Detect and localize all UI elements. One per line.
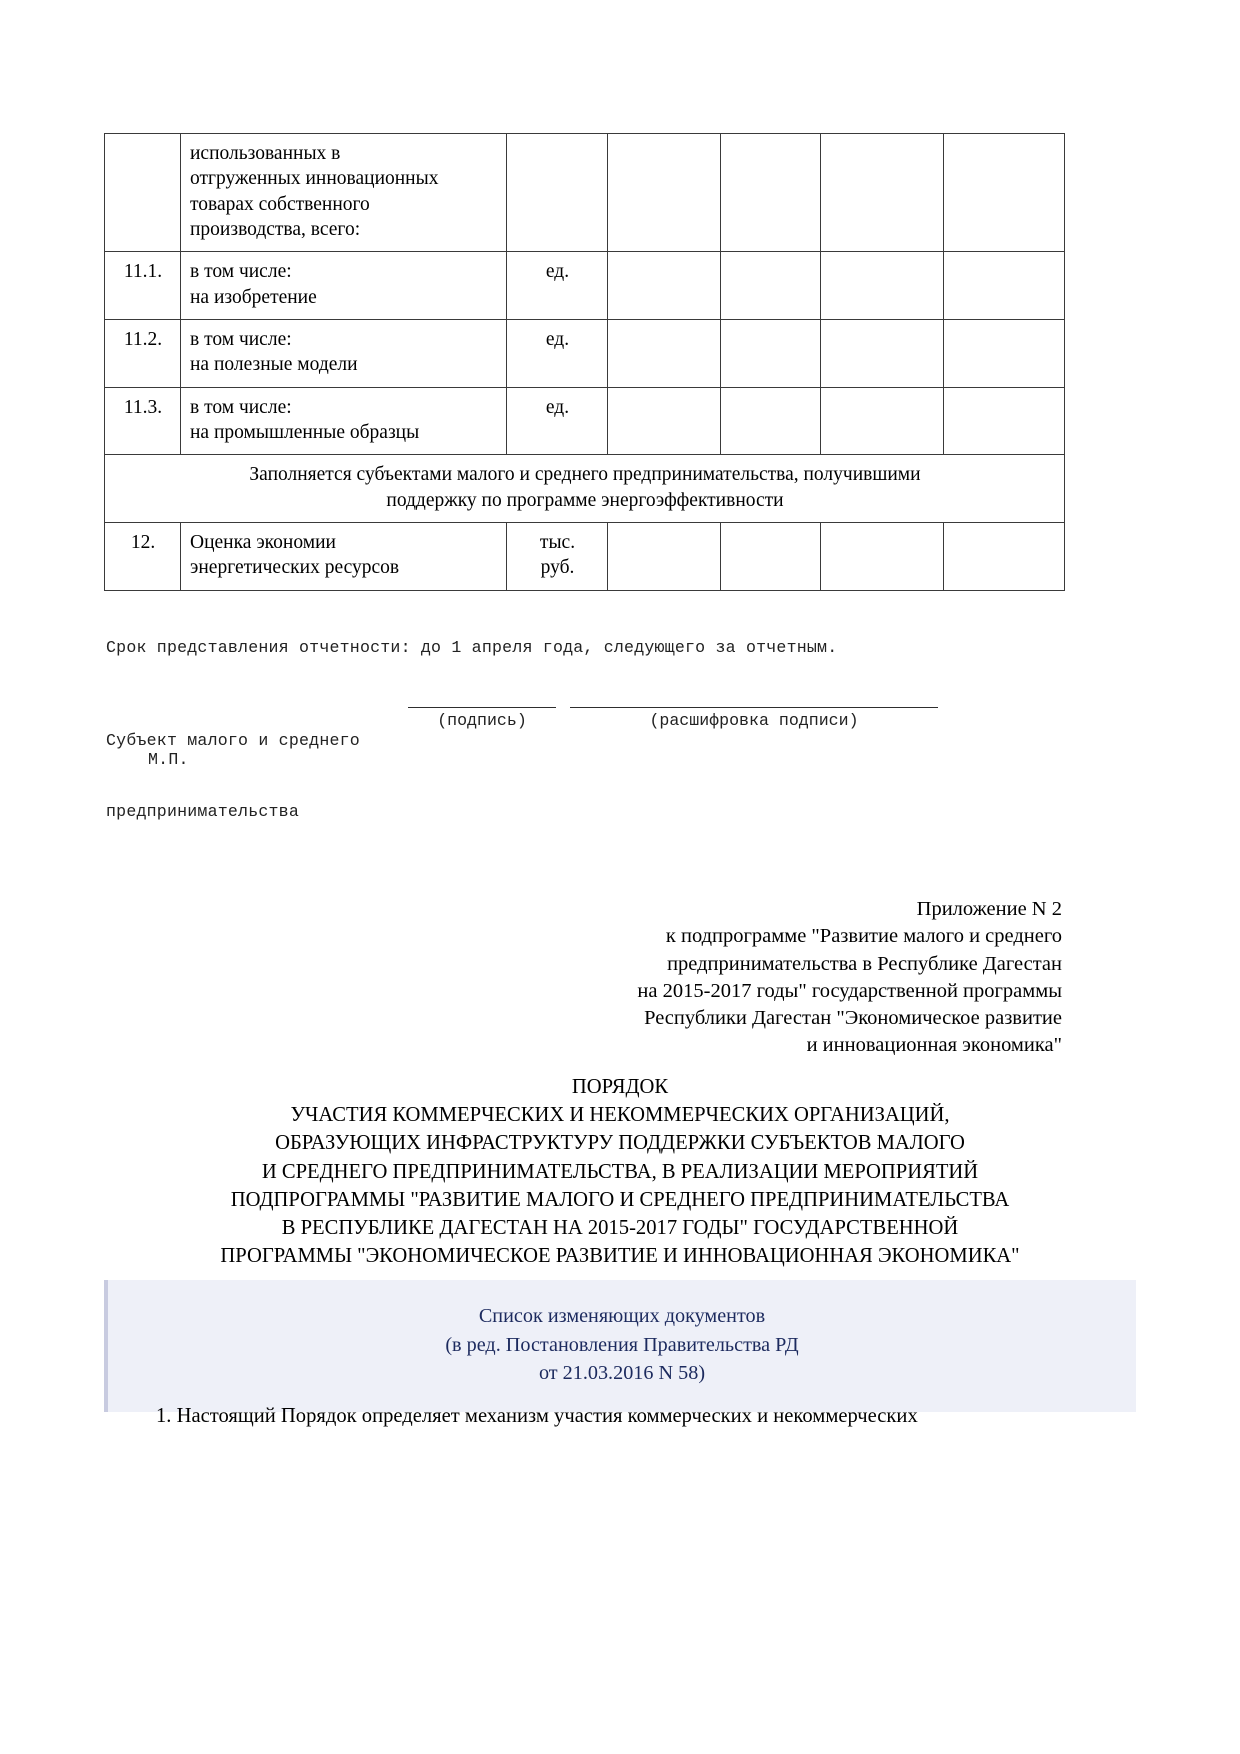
amendments-notice-line: от 21.03.2016 N 58) xyxy=(538,1362,706,1385)
row-value-cell[interactable] xyxy=(821,523,944,591)
row-name-cell xyxy=(181,387,507,455)
row-value-cell[interactable] xyxy=(721,320,821,388)
row-number-cell: 11.1. xyxy=(105,252,181,320)
stamp-place-label: М.П. xyxy=(148,750,189,769)
amendments-notice-line: (в ред. Постановления Правительства РД xyxy=(445,1333,799,1356)
row-unit-cell: ед. xyxy=(507,320,608,388)
row-value-cell[interactable] xyxy=(821,252,944,320)
row-value-cell[interactable] xyxy=(821,134,944,252)
signature-rule[interactable] xyxy=(408,706,556,708)
row-value-cell[interactable] xyxy=(821,387,944,455)
signature-subject-line-2: предпринимательства xyxy=(106,801,299,821)
row-name-line: на промышленные образцы xyxy=(190,422,420,444)
row-name-line: на полезные модели xyxy=(190,354,358,376)
row-value-cell[interactable] xyxy=(608,387,721,455)
signature-subject-line-1: Субъект малого и среднего xyxy=(106,731,360,751)
row-value-cell[interactable] xyxy=(944,252,1065,320)
row-name-line: в том числе: xyxy=(190,396,292,418)
row-value-cell[interactable] xyxy=(608,134,721,252)
row-value-cell[interactable] xyxy=(944,320,1065,388)
page-title-line: ПРОГРАММЫ "ЭКОНОМИЧЕСКОЕ РАЗВИТИЕ И ИННОВАЦИОННАЯ ЭКОНОМИКА" xyxy=(220,1245,1020,1268)
row-value-cell[interactable] xyxy=(608,252,721,320)
row-name-line: Оценка экономии xyxy=(190,532,336,554)
section-note-line: Заполняется субъектами малого и среднего предпринимательства, получившими xyxy=(249,464,921,486)
row-name-line: на изобретение xyxy=(190,286,317,308)
page-title-line: В РЕСПУБЛИКЕ ДАГЕСТАН НА 2015-2017 ГОДЫ" ГОСУДАРСТВЕННОЙ xyxy=(281,1217,959,1240)
report-form-table-wrapper xyxy=(104,133,940,591)
row-unit-line: тыс. xyxy=(539,532,576,554)
appendix-reference-line: Республики Дагестан "Экономическое развитие xyxy=(644,1007,1062,1029)
appendix-reference-line: на 2015-2017 годы" государственной программы xyxy=(637,979,1062,1002)
transcript-rule[interactable] xyxy=(570,706,938,708)
row-unit-cell: ед. xyxy=(507,252,608,320)
row-number-cell: 11.2. xyxy=(105,320,181,388)
row-name-cell xyxy=(181,523,507,591)
transcript-slot[interactable] xyxy=(570,706,938,730)
row-unit-cell xyxy=(507,134,608,252)
signature-caption: (подпись) xyxy=(437,711,527,730)
row-name-line: энергетических ресурсов xyxy=(190,557,400,579)
signature-lines xyxy=(408,706,938,730)
appendix-reference-line: Приложение N 2 xyxy=(916,898,1062,920)
row-name-line: в том числе: xyxy=(190,329,292,351)
table-row xyxy=(105,320,1065,388)
row-unit-line: руб. xyxy=(540,557,575,579)
signature-slot[interactable] xyxy=(408,706,556,730)
row-name-cell xyxy=(181,320,507,388)
appendix-reference-line: и инновационная экономика" xyxy=(806,1034,1062,1057)
page-title-line: ПОРЯДОК xyxy=(571,1076,669,1098)
row-value-cell[interactable] xyxy=(721,134,821,252)
row-number-cell: 11.3. xyxy=(105,387,181,455)
row-value-cell[interactable] xyxy=(608,320,721,388)
page-title-line: УЧАСТИЯ КОММЕРЧЕСКИХ И НЕКОММЕРЧЕСКИХ ОРГАНИЗАЦИЙ, xyxy=(290,1104,950,1127)
table-row xyxy=(105,523,1065,591)
row-name-line: отгруженных инновационных xyxy=(190,168,439,190)
page-title-line: ПОДПРОГРАММЫ "РАЗВИТИЕ МАЛОГО И СРЕДНЕГО ПРЕДПРИНИМАТЕЛЬСТВА xyxy=(230,1188,1010,1211)
section-note-cell xyxy=(105,455,1065,523)
appendix-reference-line: предпринимательства в Республике Дагестан xyxy=(667,952,1062,975)
row-value-cell[interactable] xyxy=(721,387,821,455)
row-number-cell: 12. xyxy=(105,523,181,591)
row-number-cell xyxy=(105,134,181,252)
row-name-line: в том числе: xyxy=(190,261,292,283)
appendix-reference-line: к подпрограмме "Развитие малого и среднего xyxy=(665,925,1062,948)
appendix-reference xyxy=(422,896,1062,1060)
body-paragraph-1: 1. Настоящий Порядок определяет механизм участия коммерческих и некоммерческих xyxy=(156,1405,918,1427)
row-value-cell[interactable] xyxy=(944,523,1065,591)
row-value-cell[interactable] xyxy=(721,523,821,591)
row-name-cell xyxy=(181,134,507,252)
amendments-notice-box xyxy=(104,1280,1136,1412)
table-row xyxy=(105,252,1065,320)
row-value-cell[interactable] xyxy=(944,134,1065,252)
report-form-table xyxy=(104,133,1065,591)
row-name-line: товарах собственного xyxy=(190,193,370,215)
page-title-line: ОБРАЗУЮЩИХ ИНФРАСТРУКТУРУ ПОДДЕРЖКИ СУБЪЕКТОВ МАЛОГО xyxy=(275,1132,965,1155)
section-note-line: поддержку по программе энергоэффективности xyxy=(386,489,784,511)
row-name-cell xyxy=(181,252,507,320)
page-title-line: И СРЕДНЕГО ПРЕДПРИНИМАТЕЛЬСТВА, В РЕАЛИЗАЦИИ МЕРОПРИЯТИЙ xyxy=(261,1160,979,1183)
row-name-line: производства, всего: xyxy=(190,219,361,241)
page-title xyxy=(0,1073,1240,1270)
row-unit-cell xyxy=(507,523,608,591)
row-value-cell[interactable] xyxy=(608,523,721,591)
row-name-line: использованных в xyxy=(190,143,341,164)
table-row xyxy=(105,134,1065,252)
amendments-notice-line: Список изменяющих документов xyxy=(478,1305,766,1327)
row-unit-cell: ед. xyxy=(507,387,608,455)
table-section-note-row xyxy=(105,455,1065,523)
row-value-cell[interactable] xyxy=(821,320,944,388)
transcript-caption: (расшифровка подписи) xyxy=(649,711,859,730)
reporting-deadline-note: Срок представления отчетности: до 1 апреля года, следующего за отчетным. xyxy=(106,638,838,657)
row-value-cell[interactable] xyxy=(721,252,821,320)
table-row xyxy=(105,387,1065,455)
signature-subject-label xyxy=(106,682,360,871)
row-value-cell[interactable] xyxy=(944,387,1065,455)
